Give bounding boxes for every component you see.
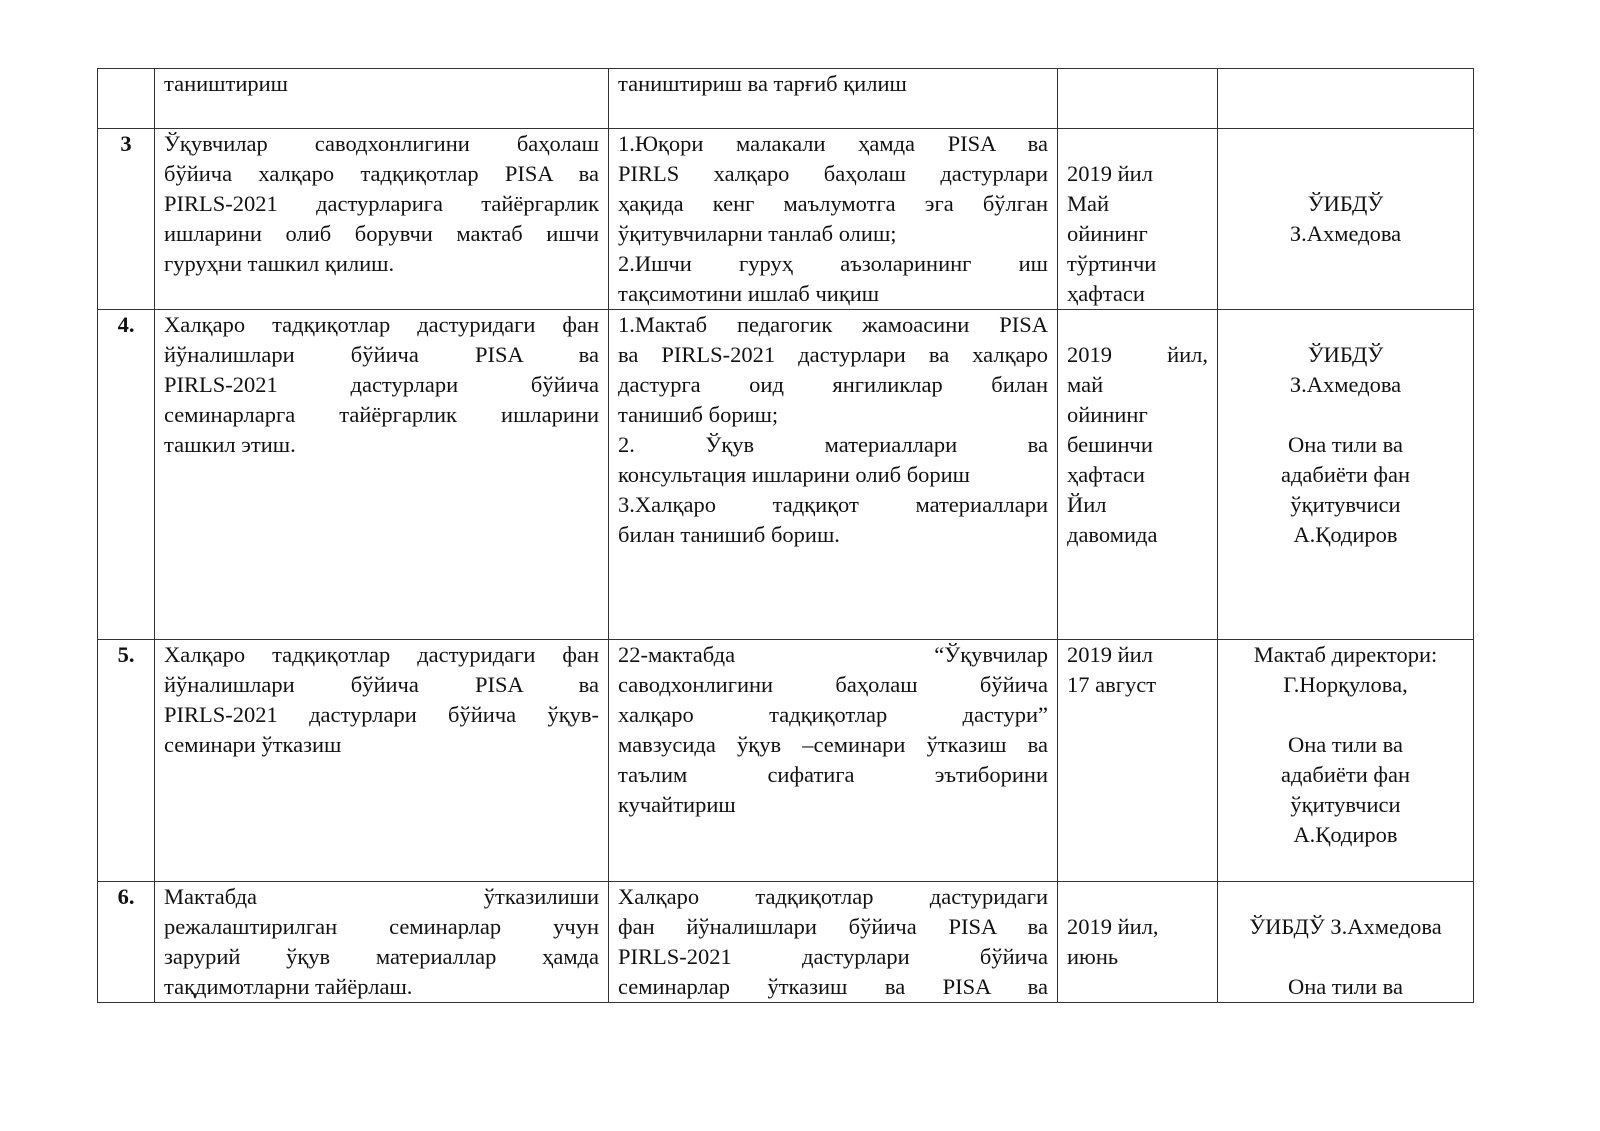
activity-cell: Ўқувчилар саводхонлигини баҳолаш бўйича халқаро тадқиқотлар PISA ва PIRLS-2021 дастурларига тайёргарлик ишларини олиб борувчи мактаб ишчи гуруҳни ташкил қилиш.: [155, 129, 609, 310]
date-cell: 2019 йил, июнь: [1058, 882, 1218, 1003]
table-row: [98, 640, 1474, 882]
table-row: [98, 129, 1474, 310]
activity-cell: Халқаро тадқиқотлар дастуридаги фан йўналишлари бўйича PISA ва PIRLS-2021 дастурлари бўйича ўқув- семинари ўтказиш: [155, 640, 609, 882]
content-cell: Халқаро тадқиқотлар дастуридаги фан йўналишлари бўйича PISA ва PIRLS-2021 дастурлари бўйича семинарлар ўтказиш ва PISA ва: [609, 882, 1058, 1003]
responsible-cell: Мактаб директори: Г.Норқулова, Она тили ва адабиёти фан ўқитувчиси А.Қодиров: [1218, 640, 1474, 882]
responsible-cell: ЎИБДЎ З.Ахмедова Она тили ва: [1218, 882, 1474, 1003]
row-number: 6.: [98, 882, 155, 1003]
table-row: [98, 69, 1474, 129]
content-cell: 1.Юқори малакали ҳамда PISA ва PIRLS халқаро баҳолаш дастурлари ҳақида кенг маълумотга эга бўлган ўқитувчиларни танлаб олиш; 2.Ишчи гуруҳ аъзоларининг иш тақсимотини ишлаб чиқиш: [609, 129, 1058, 310]
date-cell: 2019 йил, май ойининг бешинчи ҳафтаси Йил давомида: [1058, 310, 1218, 640]
date-cell: 2019 йил 17 август: [1058, 640, 1218, 882]
table-row: [98, 882, 1474, 1003]
table-row: [98, 310, 1474, 640]
content-cell: 22-мактабда “Ўқувчилар саводхонлигини баҳолаш бўйича халқаро тадқиқотлар дастури” мавзусида ўқув –семинари ўтказиш ва таълим сифатига эътиборини кучайтириш: [609, 640, 1058, 882]
row-number: 5.: [98, 640, 155, 882]
responsible-cell: ЎИБДЎ З.Ахмедова Она тили ва адабиёти фан ўқитувчиси А.Қодиров: [1218, 310, 1474, 640]
activity-cell: Халқаро тадқиқотлар дастуридаги фан йўналишлари бўйича PISA ва PIRLS-2021 дастурлари бўйича семинарларга тайёргарлик ишларини ташкил этиш.: [155, 310, 609, 640]
activity-cell: таништириш: [155, 69, 609, 129]
content-cell: таништириш ва тарғиб қилиш: [609, 69, 1058, 129]
row-number: [98, 69, 155, 129]
table-body: [98, 69, 1474, 1003]
row-number: 4.: [98, 310, 155, 640]
responsible-cell: [1218, 69, 1474, 129]
date-cell: 2019 йил Май ойининг тўртинчи ҳафтаси: [1058, 129, 1218, 310]
date-cell: [1058, 69, 1218, 129]
row-number: 3: [98, 129, 155, 310]
work-plan-table: [97, 68, 1474, 1003]
responsible-cell: ЎИБДЎ З.Ахмедова: [1218, 129, 1474, 310]
activity-cell: Мактабда ўтказилиши режалаштирилган семинарлар учун зарурий ўқув материаллар ҳамда тақдимотларни тайёрлаш.: [155, 882, 609, 1003]
content-cell: 1.Мактаб педагогик жамоасини PISA ва PIRLS-2021 дастурлари ва халқаро дастурга оид янгиликлар билан танишиб бориш; 2. Ўқув материаллари ва консультация ишларини олиб бориш 3.Халқаро тадқиқот материаллари билан танишиб бориш.: [609, 310, 1058, 640]
